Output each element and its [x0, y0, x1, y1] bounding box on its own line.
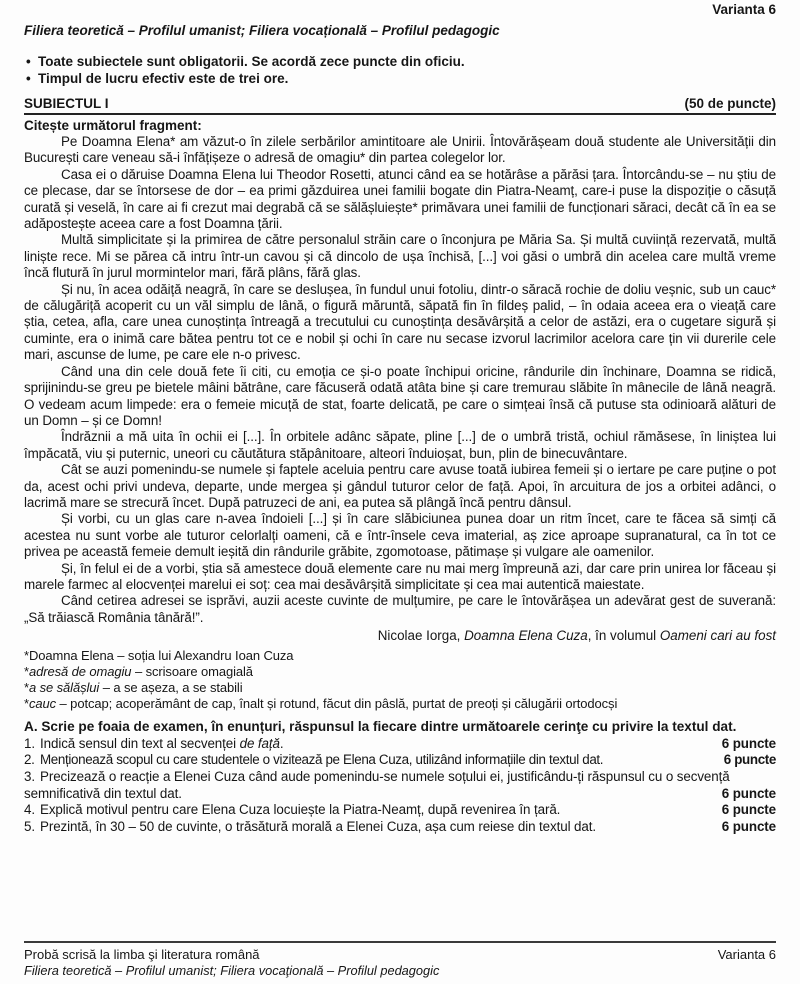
footer-variant-label: Varianta 6 — [717, 947, 776, 962]
question-text: . — [279, 735, 284, 751]
footer-row — [24, 947, 776, 963]
attribution-work-title: Doamna Elena Cuza — [464, 628, 588, 644]
footnote-term: adresă de omagiu — [28, 664, 132, 680]
footnote — [24, 648, 776, 664]
fragment-paragraph: Și nu, în acea odăiță neagră, în care se deslușea, în fundul unui fotoliu, dintr-o săracă rochie de doliu veșnic, sub un cauc* de călugăriță acoperit cu un văl simplu de lână, o figură măruntă, săpată fin în fildeș palid, – în odaia aceea era o vieață care știa, cetea, afla, care unea cunoștința întreagă a trecutului cu cunoștința desăvârșită a celor de astăzi, era o cugetare sigură și cuminte, era o inimă care bătea pentru tot ce e nobil și ochi în care nu secase izvorul lacrimilor acelora care țin vii durerile cele mari, ascunse de lume, pe care ele n-o privesc. — [24, 281, 776, 363]
footnote-definition: – soția lui Alexandru Ioan Cuza — [113, 648, 294, 664]
question-3 — [24, 769, 776, 802]
fragment-paragraph: Multă simplicitate și la primirea de către personalul străin care o înconjura pe Măria Sa. Și multă cuviință rezervată, multă liniște rece. Mi se părea că intru într-un cavou și că dincolo de ușa închisă, [...] voi găsi o umbră din acelea care multă vreme încă flutură în jurul mormintelor mari, fără plâns, fără glas. — [24, 232, 776, 281]
instructions-list — [24, 54, 776, 87]
question-text: Menționează scopul cu care studentele o vizitează pe Elena Cuza, utilizând informațiile din textul dat. — [40, 752, 604, 768]
question-points: 6 puncte — [721, 818, 776, 834]
fragment-paragraph: Casa ei o dăruise Doamna Elena lui Theodor Rosetti, atunci când ea se hotărâse a părăsi țara. Întorcându-se – nu știu de ce plecase, dar se întorsese de dor – ea primi găzduirea unei familii bogate din Piatra-Neamț, care-i puse la dispoziție o căsuță curată și veselă, în care ai fi crezut mai degrabă că se sălășluiește* primăvara unei familii de funcționari săraci, decât că în ea se adăpostește aceea care a fost Doamna țării. — [24, 166, 776, 232]
question-text: Prezintă, în 30 – 50 de cuvinte, o trăsătură morală a Elenei Cuza, așa cum reiese din textul dat. — [40, 818, 596, 834]
page-footer — [24, 941, 776, 979]
question-4 — [24, 802, 776, 819]
footnote — [24, 696, 776, 712]
footnote-definition: – scrisoare omagială — [131, 664, 253, 680]
fragment-intro: Citește următorul fragment: — [24, 118, 202, 133]
footnote-star: * — [24, 695, 29, 711]
footnote-term: Doamna Elena — [28, 648, 114, 664]
filiera-heading: Filiera teoretică – Profilul umanist; Filiera vocațională – Profilul pedagogic — [24, 23, 500, 38]
fragment-text — [24, 134, 776, 626]
fragment-paragraph: Când cetirea adresei se isprăvi, auzii aceste cuvinte de mulțumire, pe care le întovărășea un adevărat gest de suverană: „Să trăiască România tânără!”. — [24, 593, 776, 625]
question-number: 1. — [24, 735, 35, 751]
footnote — [24, 680, 776, 696]
question-points: 6 puncte — [721, 785, 776, 801]
fragment-paragraph: Și, în felul ei de a vorbi, știa să amestece două elemente care nu mai merg împreună azi, dar care prin unirea lor făceau și marele farmec al elocvenței marelui ei soț: cea mai desăvârșită simplicitate și cea mai autentică maiestate. — [24, 560, 776, 592]
question-2 — [24, 752, 776, 769]
attribution-author: Nicolae Iorga, — [377, 628, 465, 644]
question-text: Indică sensul din text al secvenței — [40, 735, 240, 751]
fragment-paragraph: Când una din cele două fete îi citi, cu emoția ce și-o poate închipui oricine, rândurile din închinare, Doamna se ridică, sprijinindu-se greu pe bietele mâini bătrâne, care făcuseră odată atâta bine și care tremurau slăbite în mânecile de lână neagră. O vedeam acum limpede: era o femeie micuță de stat, foarte delicată, pe care o simțeai însă că putuse sta odinioară alături de un Domn – și ce Domn! — [24, 363, 776, 428]
fragment-paragraph: Pe Doamna Elena* am văzut-o în zilele serbărilor amintitoare ale Unirii. Întovărășeam două studente ale Universității din București care veneau să-i înfățișeze o adresă de omagiu* din partea colegelor lor. — [24, 134, 776, 166]
fragment-paragraph: Și vorbi, cu un glas care n-avea îndoieli [...] și în care slăbiciunea punea doar un ritm încet, care te făcea să simți că acestea nu sunt vorbe ale tuturor celorlalți oameni, că e într-însele ceva imaterial, aș zice aproape supranatural, ca în tot ce privea pe această femeie demult ieșită din rândurile grăbite, zgomotoase, pătimașe și vulgare ale oamenilor. — [24, 511, 776, 560]
question-5 — [24, 819, 776, 836]
question-points: 6 puncte — [721, 802, 776, 818]
question-number: 3. — [24, 769, 35, 784]
question-text-quoted: de față — [239, 735, 280, 751]
attribution-volume-title: Oameni cari au fost — [659, 628, 776, 644]
subject-heading — [24, 96, 776, 115]
section-a-heading: A. Scrie pe foaia de examen, în enunțuri, răspunsul la fiecare dintre următoarele cerinţe cu privire la textul dat. — [24, 718, 737, 734]
question-text: Explică motivul pentru care Elena Cuza locuiește la Piatra-Neamț, după revenirea în țară. — [40, 802, 561, 818]
attribution — [24, 627, 776, 644]
question-points: 6 puncte — [721, 735, 776, 751]
footer-filiera: Filiera teoretică – Profilul umanist; Filiera vocaţională – Profilul pedagogic — [24, 963, 440, 978]
question-points: 6 puncte — [723, 752, 776, 768]
footnote-definition: – a se așeza, a se stabili — [99, 680, 243, 695]
attribution-connector: , în volumul — [587, 628, 660, 644]
question-1 — [24, 736, 776, 753]
footnote-star: * — [24, 648, 29, 664]
question-number: 4. — [24, 802, 35, 818]
footer-exam-name: Probă scrisă la limba şi literatura română — [24, 947, 260, 962]
footnote-definition: – potcap; acoperământ de cap, înalt și rotund, făcut din pâslă, purtat de preoți și călugării ortodocși — [56, 695, 618, 711]
footnote-star: * — [24, 664, 29, 680]
footnote-star: * — [24, 680, 29, 695]
fragment-paragraph: Îndrăznii a mă uita în ochii ei [...]. În orbitele adânc săpate, pline [...] de o umbră tristă, ochiul rămăsese, în liniștea lui împăcată, viu și puternic, uneori cu căutătura stăpânitoare, alteori înduioșat, bun, plin de binecuvântare. — [24, 429, 776, 461]
question-number: 2. — [24, 752, 35, 768]
footnote — [24, 664, 776, 680]
question-list — [24, 736, 776, 836]
subject-points: (50 de puncte) — [684, 96, 776, 111]
footnote-term: a se sălășlui — [28, 680, 100, 695]
footnotes — [24, 648, 776, 712]
question-number: 5. — [24, 818, 35, 834]
instruction-item: • Toate subiectele sunt obligatorii. Se acordă zece puncte din oficiu. — [24, 54, 776, 71]
footnote-term: cauc — [28, 695, 57, 711]
fragment-paragraph: Cât se auzi pomenindu-se numele și faptele aceluia pentru care avuse toată iubirea femeii și o iertare pe care puține o pot da, acest ochi privi undeva, departe, unde mergea și gândul tuturor celor de față. Apoi, în arcuitura de jos a orbitei adânci, o lacrimă mare se strecură încet. După patruzeci de ani, ea putea să plângă încă pentru dânsul. — [24, 462, 776, 510]
subject-title: SUBIECTUL I — [24, 96, 109, 111]
question-text: Precizează o reacție a Elenei Cuza când aude pomenindu-se numele soțului ei, justificându-ți răspunsul cu o secvență semnificativă din textul dat. — [24, 769, 730, 801]
variant-label: Varianta 6 — [712, 2, 776, 17]
instruction-item: • Timpul de lucru efectiv este de trei ore. — [24, 71, 776, 88]
